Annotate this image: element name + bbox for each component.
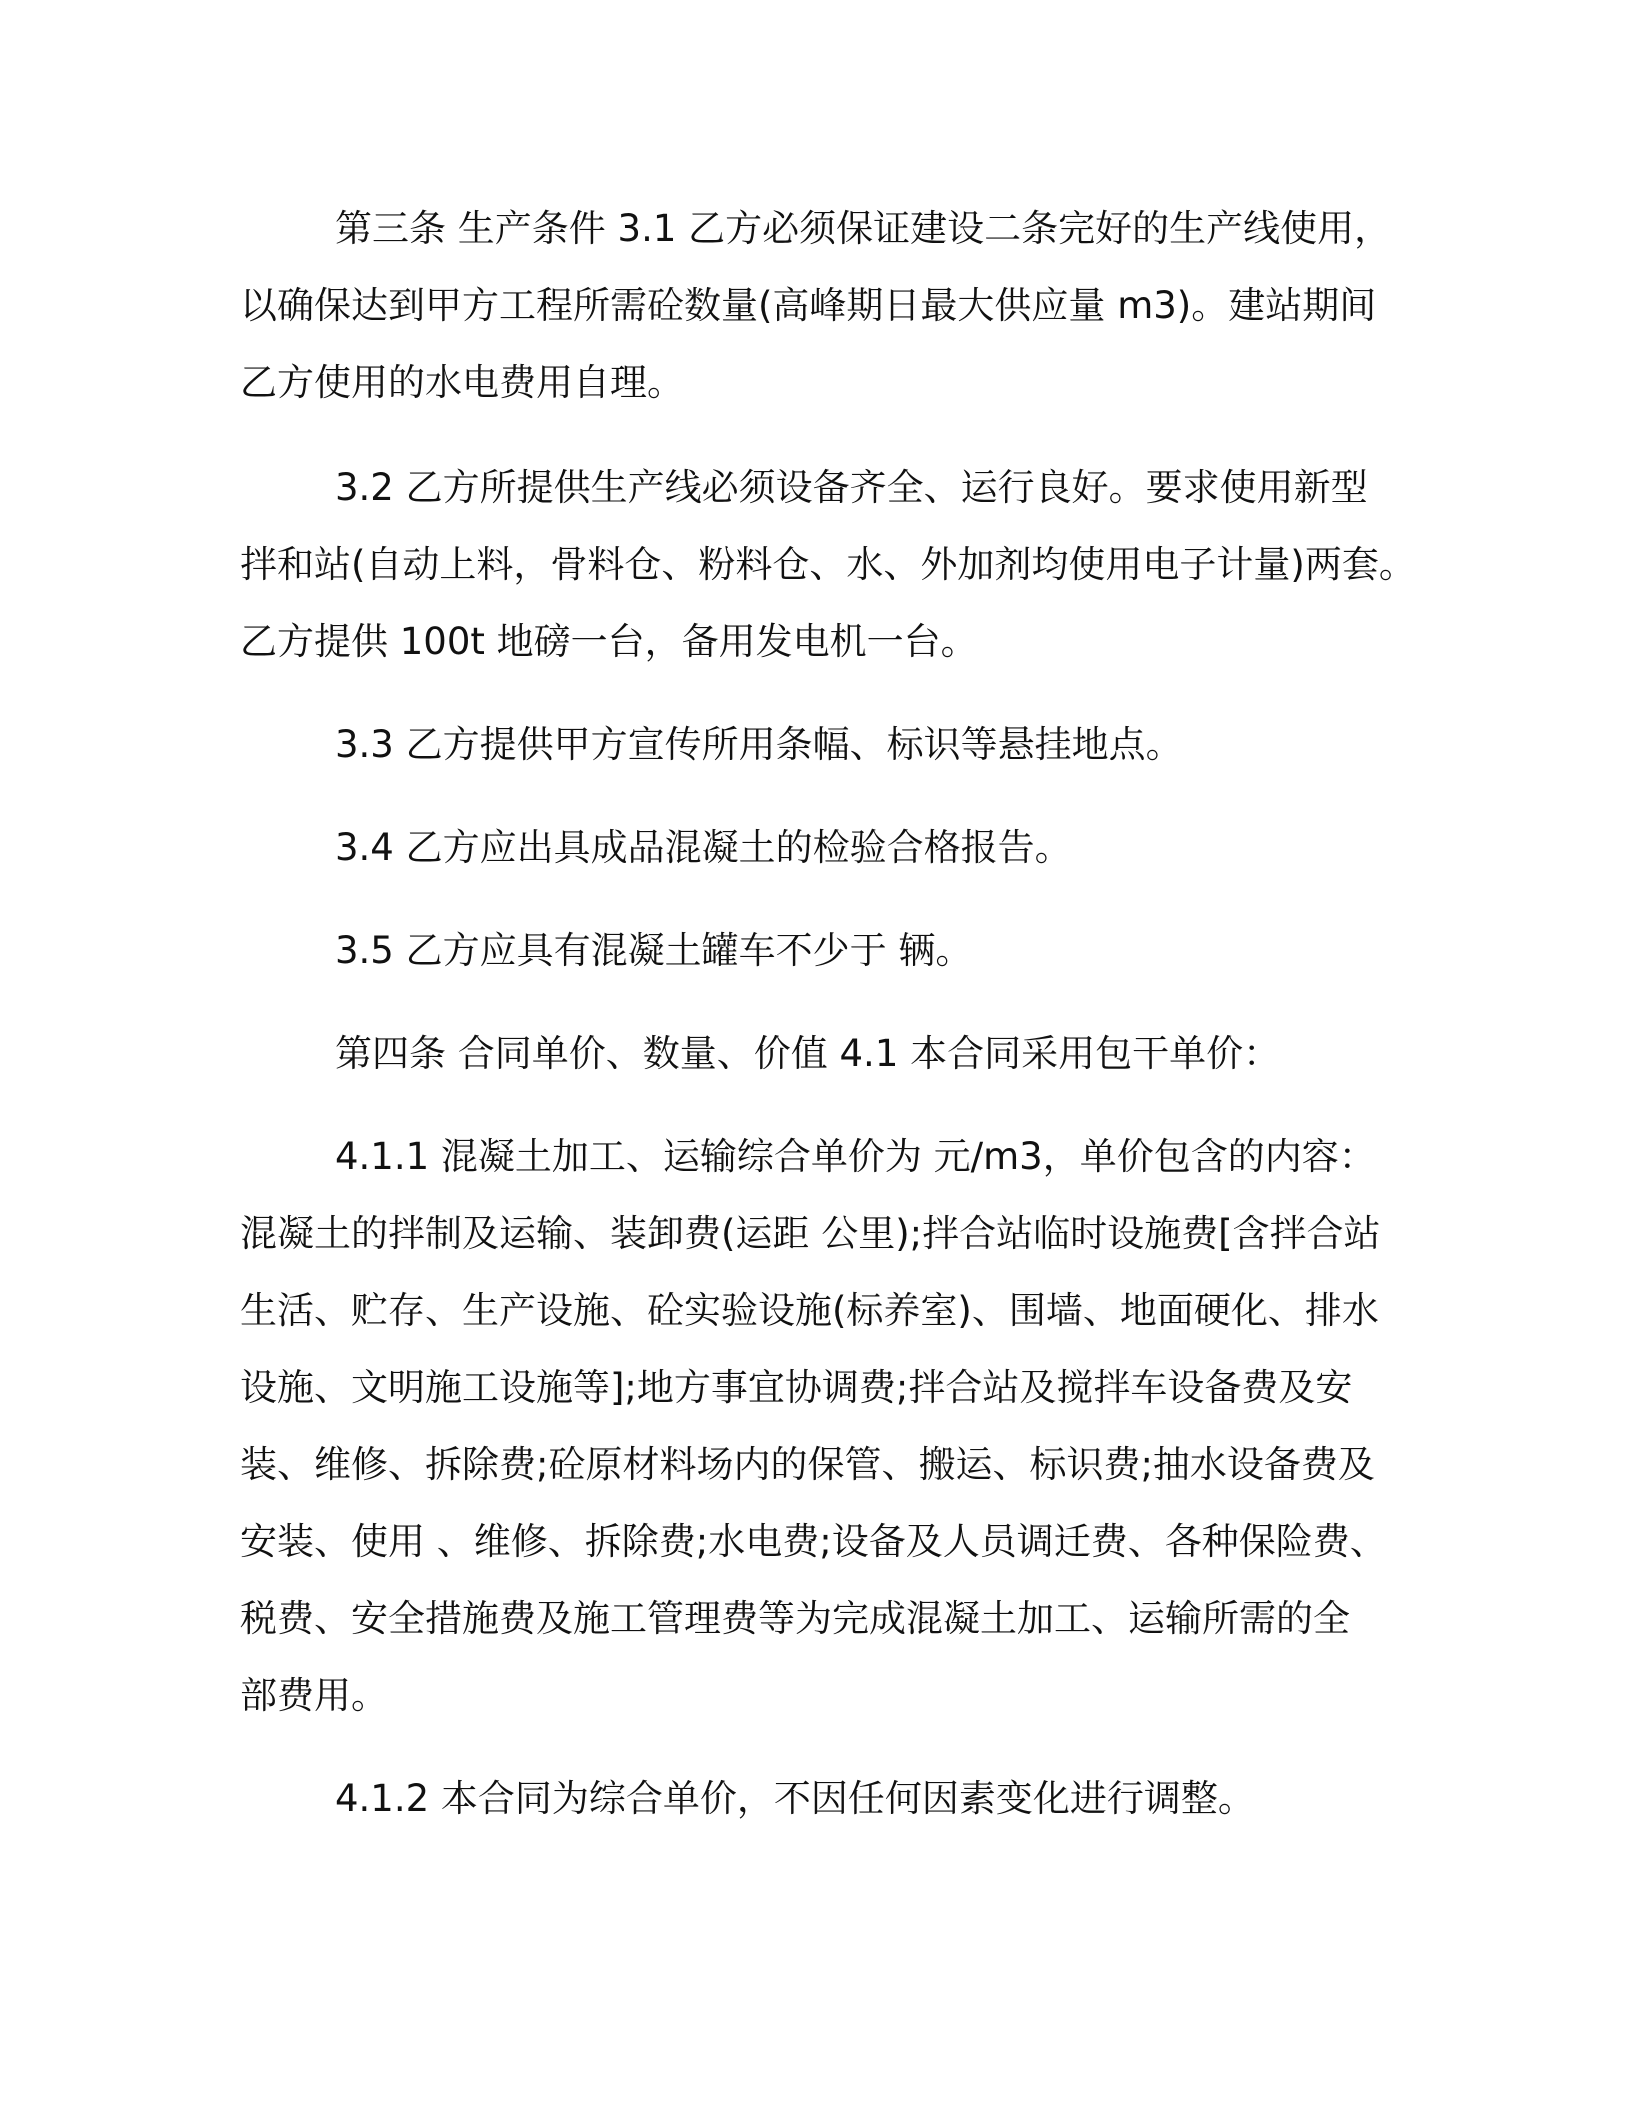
text-line: 第三条 生产条件 3.1 乙方必须保证建设二条完好的生产线使用， — [335, 207, 1392, 250]
text-line: 装、维修、拆除费;砼原材料场内的保管、搬运、标识费;抽水设备费及 — [240, 1443, 1375, 1486]
text-line: 第四条 合同单价、数量、价值 4.1 本合同采用包干单价： — [335, 1032, 1281, 1075]
text-line: 以确保达到甲方工程所需砼数量(高峰期日最大供应量 m3)。建站期间 — [240, 284, 1377, 327]
clause-4-1-2-paragraph — [240, 1760, 1400, 1837]
clause-3-3-paragraph — [240, 706, 1400, 783]
text-line: 税费、安全措施费及施工管理费等为完成混凝土加工、运输所需的全 — [240, 1597, 1350, 1640]
text-line: 拌和站(自动上料，骨料仓、粉料仓、水、外加剂均使用电子计量)两套。 — [240, 543, 1416, 586]
clause-3-4-paragraph — [240, 809, 1400, 886]
text-line: 设施、文明施工设施等];地方事宜协调费;拌合站及搅拌车设备费及安 — [240, 1366, 1353, 1409]
text-line: 4.1.2 本合同为综合单价，不因任何因素变化进行调整。 — [335, 1777, 1255, 1820]
text-line: 乙方使用的水电费用自理。 — [240, 361, 684, 404]
article-4-heading-paragraph — [240, 1015, 1400, 1092]
clause-4-1-1-paragraph — [240, 1118, 1400, 1734]
text-line: 4.1.1 混凝土加工、运输综合单价为 元/m3，单价包含的内容： — [335, 1135, 1376, 1178]
text-line: 3.3 乙方提供甲方宣传所用条幅、标识等悬挂地点。 — [335, 723, 1183, 766]
text-line: 3.5 乙方应具有混凝土罐车不少于 辆。 — [335, 929, 973, 972]
text-line: 3.4 乙方应出具成品混凝土的检验合格报告。 — [335, 826, 1072, 869]
text-line: 乙方提供 100t 地磅一台，备用发电机一台。 — [240, 620, 978, 663]
clause-3-2-paragraph — [240, 449, 1416, 680]
clause-3-5-paragraph — [240, 912, 1400, 989]
text-line: 安装、使用 、维修、拆除费;水电费;设备及人员调迁费、各种保险费、 — [240, 1520, 1387, 1563]
clause-3-1-paragraph — [240, 190, 1400, 421]
document-page — [240, 190, 1416, 1837]
text-line: 部费用。 — [240, 1674, 388, 1717]
text-line: 混凝土的拌制及运输、装卸费(运距 公里);拌合站临时设施费[含拌合站 — [240, 1212, 1381, 1255]
text-line: 3.2 乙方所提供生产线必须设备齐全、运行良好。要求使用新型 — [335, 466, 1368, 509]
text-line: 生活、贮存、生产设施、砼实验设施(标养室)、围墙、地面硬化、排水 — [240, 1289, 1379, 1332]
